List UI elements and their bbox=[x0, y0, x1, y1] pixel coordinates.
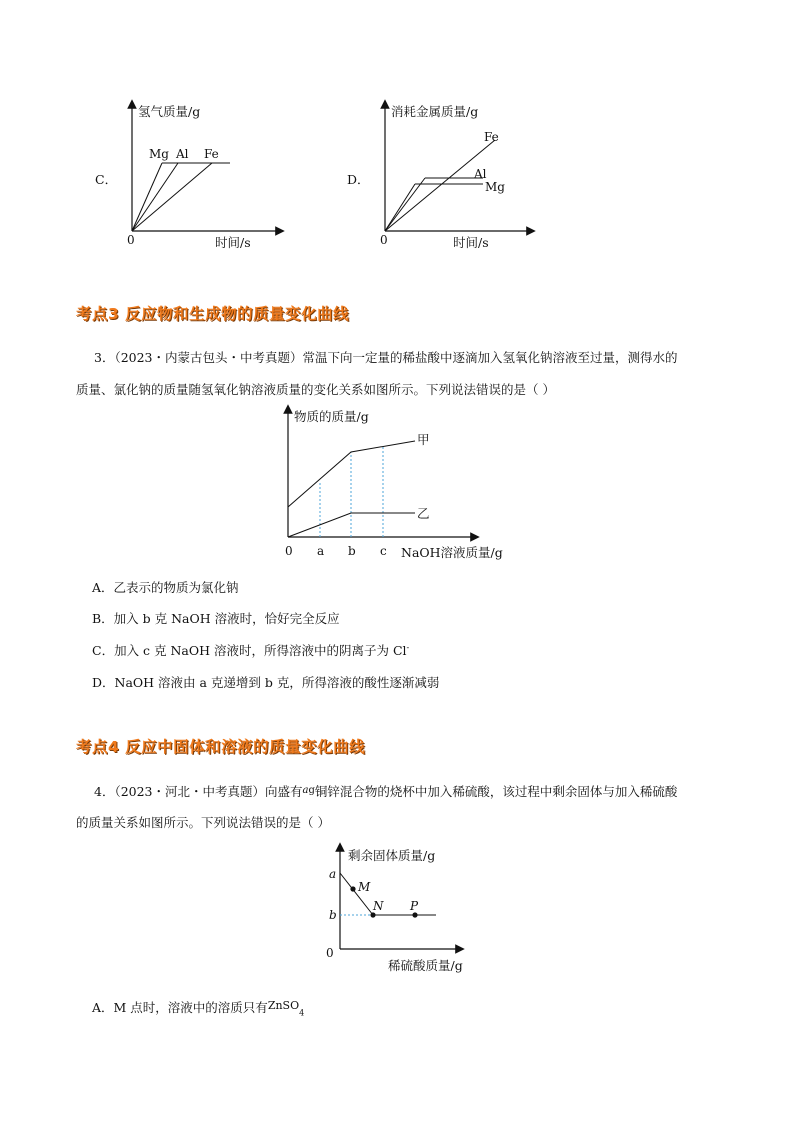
q4-xlabel: 稀硫酸质量/g bbox=[388, 958, 463, 973]
c-origin: 0 bbox=[127, 233, 135, 247]
q3-option-a: A．乙表示的物质为氯化钠 bbox=[92, 580, 239, 595]
d-origin: 0 bbox=[380, 233, 388, 247]
c-label-al: Al bbox=[176, 147, 189, 161]
option-d-label: D． bbox=[347, 172, 370, 187]
c-xlabel: 时间/s bbox=[215, 235, 251, 250]
c-al-line bbox=[132, 163, 178, 231]
q4-label-m: M bbox=[358, 880, 371, 894]
q3-tick-b: b bbox=[348, 544, 356, 558]
q3-tick-c: c bbox=[380, 544, 387, 558]
q4-point-p bbox=[412, 912, 417, 917]
q3-label-jia: 甲 bbox=[417, 432, 430, 447]
d-xlabel: 时间/s bbox=[453, 235, 489, 250]
q3-tick-a: a bbox=[317, 544, 325, 558]
d-label-al: Al bbox=[474, 167, 487, 181]
section-4-heading: 考点4 反应中固体和溶液的质量变化曲线 bbox=[76, 738, 366, 756]
q3-option-d: D．NaOH 溶液由 a 克递增到 b 克，所得溶液的酸性逐渐减弱 bbox=[92, 675, 440, 690]
d-label-fe: Fe bbox=[484, 130, 499, 144]
c-ylabel: 氢气质量/g bbox=[138, 104, 201, 119]
q4-ytick-b: b bbox=[329, 908, 337, 922]
section-3-heading: 考点3 反应物和生成物的质量变化曲线 bbox=[76, 305, 350, 323]
q3-series-jia bbox=[288, 441, 415, 507]
q4-chart bbox=[320, 842, 480, 977]
d-fe-line bbox=[385, 140, 495, 231]
q3-origin: 0 bbox=[285, 544, 293, 558]
q4-ytick-a: a bbox=[329, 867, 337, 881]
d-al-line bbox=[385, 178, 425, 231]
option-c-label: C． bbox=[95, 172, 118, 187]
q3-ylabel: 物质的质量/g bbox=[294, 409, 369, 424]
q4-label-p: P bbox=[410, 899, 419, 913]
q3-option-c: C．加入 c 克 NaOH 溶液时，所得溶液中的阴离子为 Cl- bbox=[92, 642, 410, 658]
q3-label-yi: 乙 bbox=[417, 506, 430, 521]
q4-point-m bbox=[350, 886, 355, 891]
q4-origin: 0 bbox=[326, 946, 334, 960]
d-mg-line bbox=[385, 184, 415, 231]
c-mg-line bbox=[132, 163, 162, 231]
q4-label-n: N bbox=[373, 899, 384, 913]
q4-point-n bbox=[370, 912, 375, 917]
c-fe-line bbox=[132, 163, 212, 231]
q3-option-b: B．加入 b 克 NaOH 溶液时，恰好完全反应 bbox=[92, 611, 340, 626]
q3-line1: 3．（2023・内蒙古包头・中考真题）常温下向一定量的稀盐酸中逐滴加入氢氧化钠溶液至过量，测得水的 bbox=[94, 350, 678, 365]
q3-xlabel: NaOH溶液质量/g bbox=[401, 545, 503, 560]
q4-line1: 4．（2023・河北・中考真题）向盛有$^{ag}$铜锌混合物的烧杯中加入稀硫酸，该过程中剩余固体与加入稀硫酸 bbox=[94, 784, 678, 799]
graph-c bbox=[120, 96, 290, 256]
q3-chart bbox=[280, 404, 520, 564]
graph-d bbox=[373, 96, 543, 256]
q4-line2: 的质量关系如图所示。下列说法错误的是（ ） bbox=[76, 815, 330, 830]
q3-line2: 质量、氯化钠的质量随氢氧化钠溶液质量的变化关系如图所示。下列说法错误的是（ ） bbox=[76, 382, 555, 397]
d-label-mg: Mg bbox=[485, 180, 505, 194]
c-label-fe: Fe bbox=[204, 147, 219, 161]
q4-ylabel: 剩余固体质量/g bbox=[348, 848, 436, 863]
d-ylabel: 消耗金属质量/g bbox=[391, 104, 479, 119]
c-label-mg: Mg bbox=[149, 147, 169, 161]
q4-option-a: A．M 点时，溶液中的溶质只有ZnSO$_4$ bbox=[92, 999, 305, 1018]
